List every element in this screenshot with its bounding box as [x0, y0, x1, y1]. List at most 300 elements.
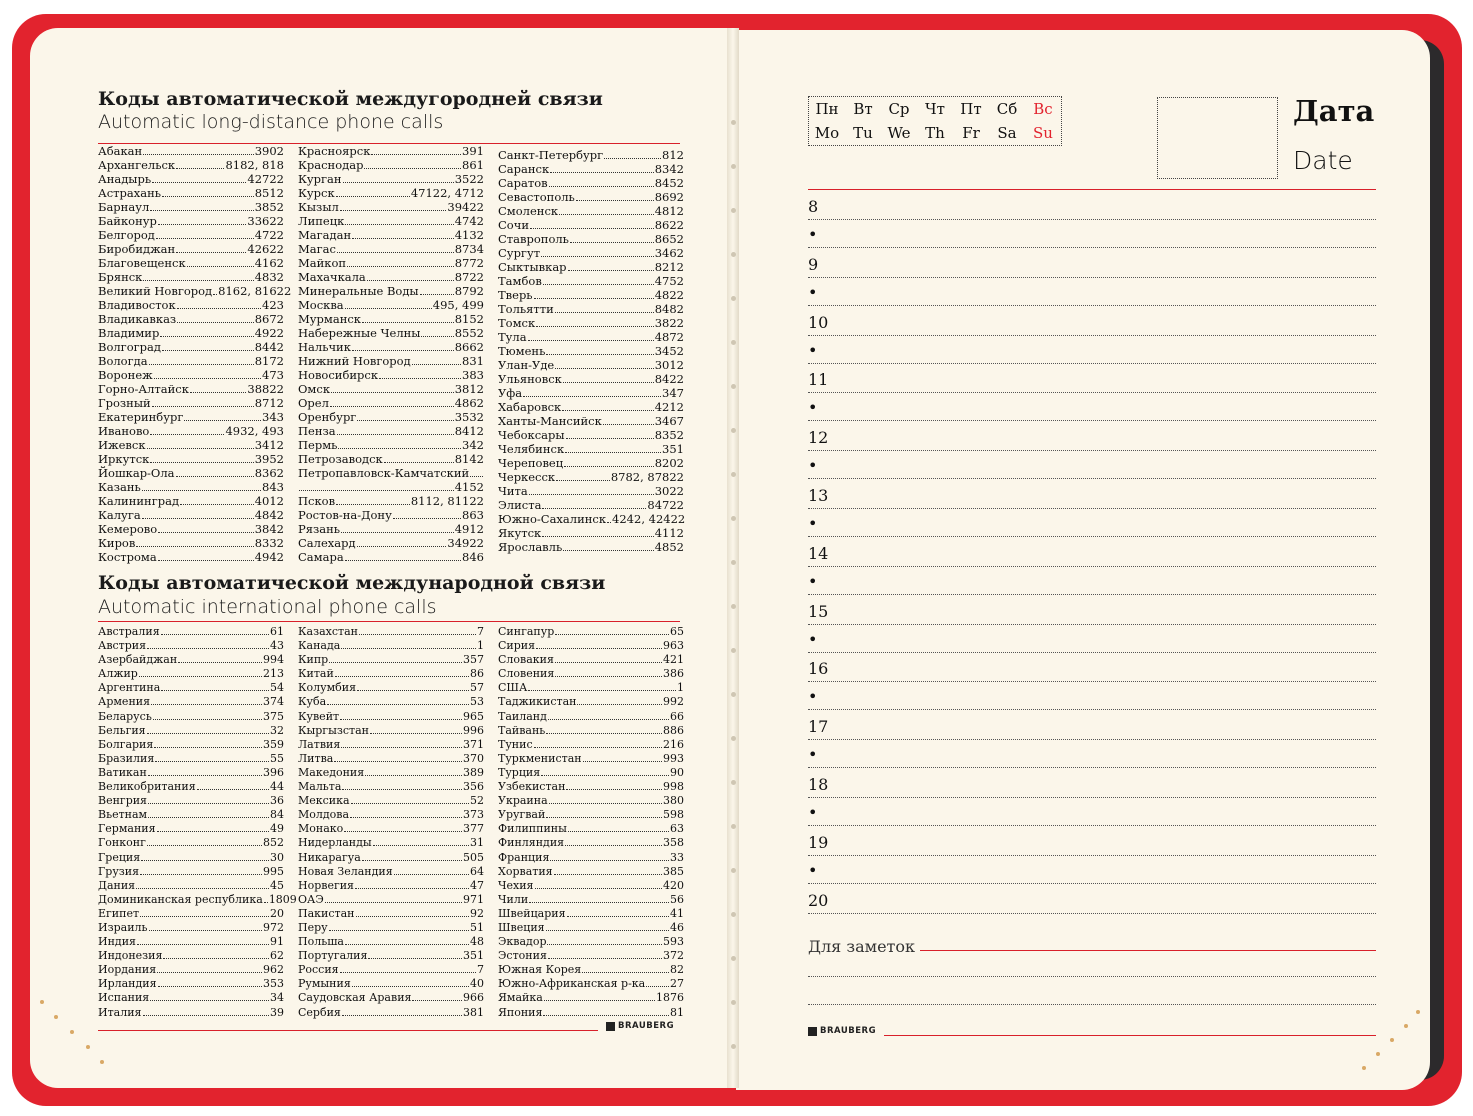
dot-leader	[148, 817, 269, 818]
dot-leader	[564, 466, 654, 467]
place-name: Великобритания	[98, 780, 196, 794]
code-entry	[298, 508, 484, 522]
code-entry	[498, 316, 684, 330]
place-name: Пермь	[298, 438, 338, 452]
dial-code: 505	[463, 850, 484, 864]
code-entry	[498, 190, 684, 204]
dial-code: 863	[462, 508, 484, 522]
dot-leader	[559, 214, 654, 215]
place-name: Кызыл	[298, 200, 339, 214]
dial-code: 36	[270, 794, 284, 808]
dial-code: 377	[463, 822, 484, 836]
dial-code: 4162	[254, 256, 284, 270]
place-name: Россия	[298, 963, 339, 977]
code-entry	[498, 232, 684, 246]
code-entry	[498, 822, 684, 836]
code-entry	[298, 893, 484, 907]
dial-code: 4872	[654, 330, 684, 344]
code-entry	[298, 298, 484, 312]
code-entry	[498, 288, 684, 302]
code-entry	[498, 260, 684, 274]
dot-leader	[603, 424, 654, 425]
code-entry	[498, 808, 684, 822]
code-entry	[298, 354, 484, 368]
code-entry	[98, 667, 284, 681]
domestic-column-3	[498, 148, 684, 554]
dial-code: 8422	[654, 372, 684, 386]
weekday-ru[interactable]: Сб	[996, 100, 1018, 118]
domestic-title-en: Automatic long-distance phone calls	[98, 111, 444, 133]
hour-label: 17	[808, 717, 829, 737]
place-name: Владивосток	[98, 298, 176, 312]
dot-leader	[546, 354, 653, 355]
weekday-ru[interactable]: Вс	[1033, 100, 1053, 118]
place-name: Красноярск	[298, 144, 371, 158]
code-entry	[98, 200, 284, 214]
dial-code: 57	[470, 681, 484, 695]
place-name: Тверь	[498, 288, 533, 302]
dot-leader	[576, 200, 654, 201]
code-entry	[98, 536, 284, 550]
code-entry	[498, 836, 684, 850]
place-name: Псков	[298, 494, 336, 508]
place-name: Ханты-Мансийск	[498, 414, 602, 428]
place-name: Екатеринбург	[98, 410, 184, 424]
dial-code: 386	[663, 667, 684, 681]
dial-code: 992	[663, 695, 684, 709]
dot-leader	[352, 350, 454, 351]
half-hour-bullet: •	[808, 860, 818, 880]
place-name: Швеция	[498, 920, 545, 934]
dial-code: 886	[663, 723, 684, 737]
dot-leader	[177, 308, 261, 309]
weekday-en[interactable]: Mo	[814, 124, 840, 142]
code-entry	[498, 162, 684, 176]
dot-leader	[577, 704, 662, 705]
code-entry	[498, 512, 684, 526]
place-name: Словения	[498, 667, 555, 681]
dot-leader	[140, 874, 262, 875]
dot-leader	[158, 224, 247, 225]
place-name: Севастополь	[498, 190, 575, 204]
code-entry	[298, 438, 484, 452]
place-name: Туркменистан	[498, 751, 582, 765]
dial-code: 8652	[654, 232, 684, 246]
code-entry	[298, 794, 484, 808]
dot-leader	[190, 392, 247, 393]
weekday-en[interactable]: Tu	[853, 124, 873, 142]
dial-code: 8442	[254, 340, 284, 354]
code-entry	[498, 358, 684, 372]
dial-code: 8792	[454, 284, 484, 298]
dial-code: 81	[670, 1005, 684, 1019]
dial-code: 1809	[268, 892, 297, 906]
date-label-en: Date	[1293, 146, 1353, 175]
dot-leader	[187, 266, 254, 267]
place-name: Омск	[298, 382, 331, 396]
place-name: Абакан	[98, 144, 143, 158]
place-name: Кипр	[298, 653, 329, 667]
code-entry	[98, 822, 284, 836]
code-entry	[498, 204, 684, 218]
stitch-hole	[731, 1044, 736, 1049]
code-entry	[98, 382, 284, 396]
weekday-ru[interactable]: Пт	[960, 100, 982, 118]
dot-leader	[568, 270, 654, 271]
dial-code: 39	[270, 1005, 284, 1019]
dial-code: 371	[463, 737, 484, 751]
code-entry	[98, 494, 284, 508]
stitch-hole	[731, 208, 736, 213]
dot-leader	[541, 256, 654, 257]
dial-code: 3532	[454, 410, 484, 424]
code-entry	[498, 330, 684, 344]
dial-code: 965	[463, 709, 484, 723]
code-entry	[98, 935, 284, 949]
code-entry	[98, 424, 284, 438]
place-name: Ямайка	[498, 991, 543, 1005]
code-entry	[498, 148, 684, 162]
place-name: Бразилия	[98, 751, 155, 765]
dot-leader	[554, 874, 662, 875]
dot-leader	[156, 238, 254, 239]
place-name: Южно-Сахалинск	[498, 512, 607, 526]
place-name: Йошкар-Ола	[98, 466, 175, 480]
weekday-en[interactable]: Su	[1033, 124, 1053, 142]
code-entry	[98, 879, 284, 893]
stitch-hole	[731, 604, 736, 609]
dot-leader	[570, 242, 654, 243]
dot-leader	[352, 238, 454, 239]
dot-leader	[162, 350, 254, 351]
dot-leader	[384, 462, 454, 463]
place-name: Кемерово	[98, 522, 158, 536]
stitch-hole	[731, 824, 736, 829]
code-entry	[298, 410, 484, 424]
perforation-dot	[1416, 1010, 1420, 1014]
code-entry	[298, 639, 484, 653]
dot-leader	[148, 803, 269, 804]
code-entry	[498, 865, 684, 879]
dot-leader	[542, 536, 653, 537]
dot-leader	[336, 504, 410, 505]
place-name: Армения	[98, 695, 151, 709]
weekday-ru[interactable]: Пн	[815, 100, 839, 118]
place-name: Рязань	[298, 522, 341, 536]
place-name: Брянск	[98, 270, 143, 284]
place-name: Петрозаводск	[298, 452, 383, 466]
dot-leader	[299, 490, 454, 491]
place-name: Нальчик	[298, 340, 351, 354]
code-entry	[98, 963, 284, 977]
place-name: Тайвань	[498, 723, 546, 737]
dot-leader	[147, 845, 262, 846]
code-entry	[98, 452, 284, 466]
dot-leader	[549, 186, 654, 187]
place-name: Тула	[498, 330, 527, 344]
place-name: Оренбург	[298, 410, 357, 424]
domestic-column-1	[98, 144, 292, 564]
code-entry	[498, 400, 684, 414]
dot-leader	[336, 196, 410, 197]
code-entry	[498, 540, 684, 554]
dot-leader	[370, 733, 462, 734]
dot-leader	[147, 733, 269, 734]
dot-leader	[331, 392, 454, 393]
dot-leader	[550, 172, 654, 173]
schedule-line	[808, 536, 1376, 537]
weekday-en[interactable]: Fr	[962, 124, 980, 142]
code-entry	[298, 991, 484, 1005]
place-name: Перу	[298, 920, 328, 934]
weekday-en[interactable]: Sa	[997, 124, 1017, 142]
dot-leader	[550, 860, 669, 861]
stitch-hole	[731, 692, 736, 697]
dot-leader	[341, 532, 454, 533]
dial-code: 396	[263, 765, 284, 779]
code-entry	[98, 298, 284, 312]
code-entry	[98, 312, 284, 326]
code-entry	[498, 681, 684, 695]
place-name: Мексика	[298, 794, 350, 808]
code-entry	[98, 780, 284, 794]
dial-code: 49	[270, 822, 284, 836]
dial-code: 216	[663, 737, 684, 751]
weekday-en[interactable]: Th	[925, 124, 945, 142]
intl-column-3	[498, 625, 684, 1020]
dot-leader	[147, 648, 269, 649]
code-entry	[98, 326, 284, 340]
place-name: Ижевск	[98, 438, 146, 452]
place-name: Астрахань	[98, 186, 161, 200]
code-entry	[498, 498, 684, 512]
code-entry	[98, 256, 284, 270]
dot-leader	[530, 228, 654, 229]
code-entry	[498, 526, 684, 540]
dial-code: 33	[670, 850, 684, 864]
dial-code: 383	[462, 368, 484, 382]
dot-leader	[357, 546, 447, 547]
dial-code: 4822	[654, 288, 684, 302]
dial-code: 8772	[454, 256, 484, 270]
dot-leader	[357, 690, 469, 691]
place-name: Норвегия	[298, 878, 354, 892]
dot-leader	[546, 930, 669, 931]
dot-leader	[149, 930, 263, 931]
dial-code: 380	[663, 794, 684, 808]
perforation-dot	[54, 1015, 58, 1019]
dot-leader	[541, 775, 669, 776]
place-name: Хорватия	[498, 864, 553, 878]
code-entry	[98, 991, 284, 1005]
place-name: Сирия	[498, 639, 536, 653]
dial-code: 34922	[447, 536, 484, 550]
dot-leader	[341, 648, 476, 649]
code-entry	[498, 935, 684, 949]
schedule-line	[808, 305, 1376, 306]
place-name: Анадырь	[98, 172, 152, 186]
stitch-hole	[731, 428, 736, 433]
dot-leader	[162, 196, 254, 197]
half-hour-bullet: •	[808, 282, 818, 302]
half-hour-bullet: •	[808, 687, 818, 707]
code-entry	[98, 368, 284, 382]
dial-code: 8782, 87822	[610, 470, 684, 484]
place-name: Сербия	[298, 1005, 341, 1019]
code-entry	[298, 752, 484, 766]
weekday-ru[interactable]: Ср	[888, 100, 910, 118]
code-entry	[298, 382, 484, 396]
dial-code: 353	[263, 977, 284, 991]
code-entry	[298, 340, 484, 354]
dial-code: 4922	[254, 326, 284, 340]
dial-code: 8112, 81122	[410, 494, 484, 508]
dial-code: 33622	[247, 214, 284, 228]
place-name: Латвия	[298, 737, 341, 751]
dial-code: 40	[470, 977, 484, 991]
place-name: Бельгия	[98, 723, 146, 737]
schedule-line	[808, 363, 1376, 364]
code-entry	[498, 752, 684, 766]
stitch-hole	[731, 472, 736, 477]
weekday-ru[interactable]: Чт	[925, 100, 945, 118]
perforation-dot	[70, 1030, 74, 1034]
code-entry	[498, 766, 684, 780]
dial-code: 91	[270, 935, 284, 949]
place-name: Чебоксары	[498, 428, 565, 442]
code-entry	[498, 851, 684, 865]
place-name: Тунис	[498, 737, 533, 751]
code-entry	[498, 695, 684, 709]
dot-leader	[176, 168, 224, 169]
half-hour-bullet: •	[808, 745, 818, 765]
dot-leader	[340, 972, 476, 973]
dot-leader	[543, 1015, 669, 1016]
dot-leader	[157, 831, 269, 832]
place-name: Сочи	[498, 218, 529, 232]
half-hour-bullet: •	[808, 456, 818, 476]
hour-label: 10	[808, 312, 829, 332]
code-entry	[298, 851, 484, 865]
dial-code: 358	[663, 836, 684, 850]
dial-code: 1	[477, 639, 484, 653]
dot-leader	[371, 154, 461, 155]
dial-code: 48	[470, 935, 484, 949]
code-entry	[298, 550, 484, 564]
dial-code: 391	[462, 144, 484, 158]
place-name: Южная Корея	[498, 963, 582, 977]
place-name: Улан-Уде	[498, 358, 555, 372]
dial-code: 8362	[254, 466, 284, 480]
weekday-ru[interactable]: Вт	[853, 100, 873, 118]
dot-leader	[337, 252, 454, 253]
place-name: Смоленск	[498, 204, 559, 218]
dial-code: 84722	[647, 498, 684, 512]
code-entry	[98, 172, 284, 186]
code-entry	[98, 508, 284, 522]
schedule-line	[808, 883, 1376, 884]
code-entry	[498, 653, 684, 667]
dial-code: 27	[670, 977, 684, 991]
place-name: Байконур	[98, 214, 157, 228]
dial-code: 421	[663, 653, 684, 667]
code-entry	[498, 302, 684, 316]
dot-leader	[543, 284, 654, 285]
stitch-hole	[731, 560, 736, 565]
dot-leader	[562, 410, 654, 411]
code-entry	[98, 466, 284, 480]
code-entry	[498, 344, 684, 358]
place-name: Индия	[98, 935, 136, 949]
code-entry	[298, 144, 484, 158]
place-name: Ростов-на-Дону	[298, 508, 392, 522]
dial-code: 3452	[654, 344, 684, 358]
dot-leader	[343, 182, 454, 183]
dot-leader	[420, 294, 454, 295]
dial-code: 4742	[454, 214, 484, 228]
place-name: Узбекистан	[498, 780, 566, 794]
dial-code: 3467	[654, 414, 684, 428]
code-entry	[298, 710, 484, 724]
schedule-line	[808, 247, 1376, 248]
spine	[727, 28, 739, 1088]
code-entry	[98, 144, 284, 158]
left-footer-rule	[98, 1030, 598, 1031]
place-name: Австралия	[98, 625, 160, 638]
place-name: Аргентина	[98, 681, 161, 695]
dot-leader	[329, 930, 469, 931]
dot-leader	[143, 154, 254, 155]
dial-code: 3012	[654, 358, 684, 372]
dial-code: 42622	[247, 242, 284, 256]
hour-label: 8	[808, 197, 819, 216]
place-name: Тамбов	[498, 274, 542, 288]
dot-leader	[351, 803, 469, 804]
dot-leader	[337, 434, 454, 435]
weekday-en[interactable]: We	[887, 124, 911, 142]
perforation-dot	[1404, 1024, 1408, 1028]
place-name: Германия	[98, 822, 156, 836]
dial-code: 8142	[454, 452, 484, 466]
code-entry	[298, 808, 484, 822]
dot-leader	[327, 704, 469, 705]
schedule-line	[808, 450, 1376, 451]
place-name: Израиль	[98, 920, 148, 934]
dot-leader	[158, 560, 254, 561]
stitch-hole	[731, 780, 736, 785]
place-name: Индонезия	[98, 949, 163, 963]
code-entry	[498, 246, 684, 260]
place-name: Эстония	[498, 949, 547, 963]
perforation-dot	[86, 1045, 90, 1049]
place-name: Биробиджан	[98, 242, 176, 256]
dial-code: 8662	[454, 340, 484, 354]
dot-leader	[152, 406, 254, 407]
dial-code: 351	[662, 442, 684, 456]
dial-code: 8452	[654, 176, 684, 190]
code-entry	[98, 158, 284, 172]
dot-leader	[357, 420, 453, 421]
dial-code: 347	[662, 386, 684, 400]
place-name: Алжир	[98, 667, 138, 681]
code-entry	[98, 438, 284, 452]
dial-code: 374	[263, 695, 284, 709]
place-name: Франция	[498, 850, 550, 864]
dot-leader	[161, 690, 269, 691]
dot-leader	[140, 916, 269, 917]
code-entry	[498, 879, 684, 893]
dot-leader	[155, 761, 269, 762]
